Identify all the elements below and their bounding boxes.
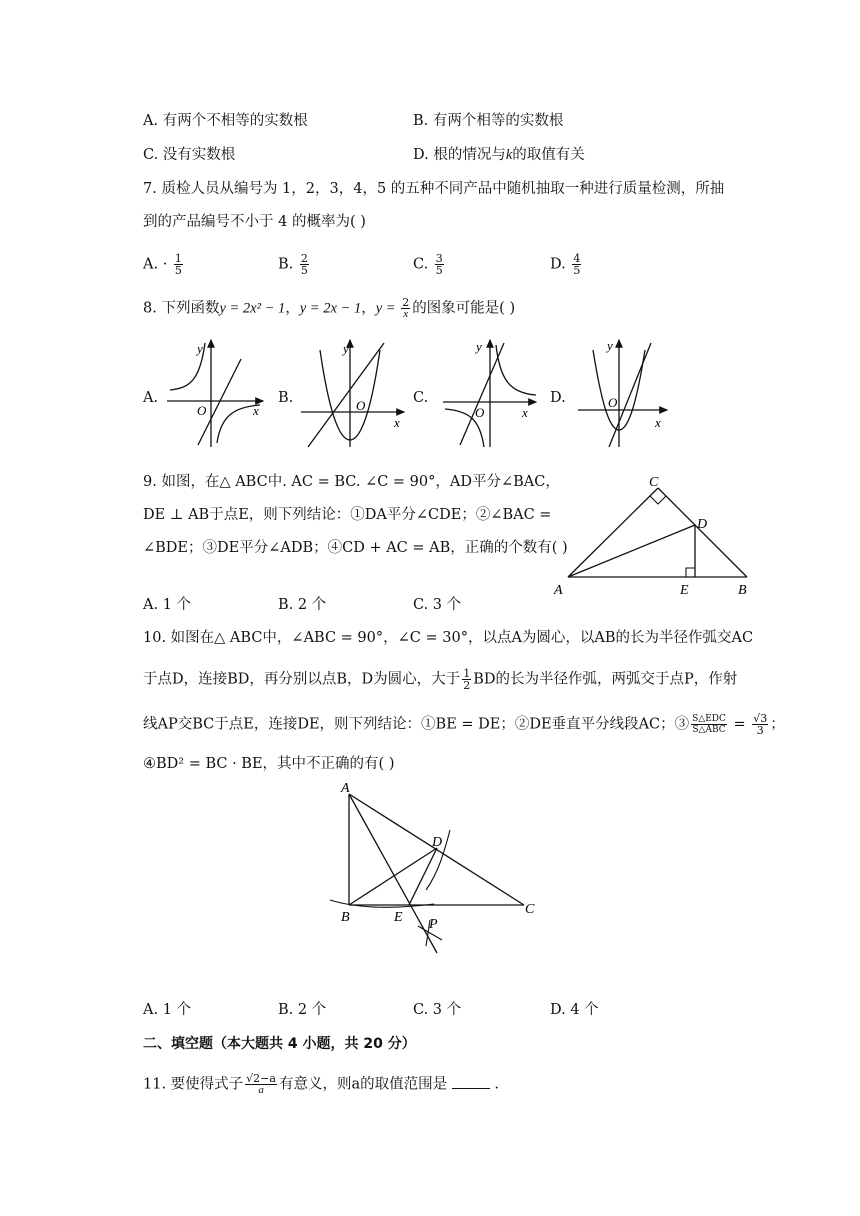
q8-label-a: A.	[143, 390, 159, 406]
q11-answer-blank[interactable]	[452, 1074, 490, 1089]
q10-label-a: A	[341, 781, 350, 796]
q6-option-b: B. 有两个相等的实数根	[413, 113, 564, 129]
q7-stem-line2: 到的产品编号不小于 4 的概率为( )	[143, 214, 366, 230]
q9-stem-line2: DE ⊥ AB于点E，则下列结论：①DA平分∠CDE；②∠BAC =	[143, 507, 552, 523]
q9-figure	[550, 470, 760, 600]
q8c-origin: O	[475, 405, 485, 420]
q10-stem-line2: 于点D，连接BD，再分别以点B，D为圆心，大于 $\frac{1}{2}$ BD的长为半径作弧，两弧交于点P，作射	[143, 667, 738, 692]
q8-label-d: D.	[550, 390, 566, 406]
q7-stem-line1: 7. 质检人员从编号为 1，2，3，4，5 的五种不同产品中随机抽取一种进行质量检测，所抽	[143, 181, 725, 197]
q9-label-b: B	[738, 583, 747, 598]
q9-stem-line1: 9. 如图，在△ ABC中. AC = BC. ∠C = 90°，AD平分∠BAC，	[143, 474, 560, 490]
q9-label-d: D	[697, 517, 708, 532]
q8-graph-d	[575, 335, 675, 450]
q8d-origin: O	[608, 395, 618, 410]
q6-option-d: D. 根的情况与k的取值有关	[413, 147, 585, 163]
q10-option-a: A. 1 个	[143, 1002, 192, 1018]
q8b-y-label: y	[343, 341, 349, 356]
q10-label-b: B	[341, 910, 350, 925]
q10-option-d: D. 4 个	[550, 1002, 599, 1018]
q8-label-c: C.	[413, 390, 429, 406]
q8d-x-label: x	[655, 415, 661, 430]
q8a-origin: O	[197, 403, 207, 418]
q10-stem-line4: ④BD² = BC · BE，其中不正确的有( )	[143, 756, 395, 772]
q10-stem-line1: 10. 如图在△ ABC中，∠ABC = 90°，∠C = 30°，以点A为圆心，以AB的长为半径作弧交AC	[143, 630, 754, 646]
q9-label-a: A	[554, 583, 563, 598]
q8-graph-a	[165, 335, 270, 450]
q10-figure	[322, 778, 552, 958]
q8-graph-c	[440, 335, 540, 450]
q8-graph-b	[298, 335, 408, 450]
q11-stem: 11. 要使得式子 $\frac{√2-a}{a}$ 有意义，则a的取值范围是 .	[143, 1072, 499, 1096]
q7-option-a: A. · $\frac{1}{5}$	[143, 252, 182, 277]
q10-label-c: C	[525, 902, 535, 917]
q9-label-c: C	[649, 475, 659, 490]
q6-option-a: A. 有两个不相等的实数根	[143, 113, 308, 129]
section2-title: 二、填空题（本大题共 4 小题，共 20 分）	[143, 1036, 416, 1052]
q10-option-c: C. 3 个	[413, 1002, 462, 1018]
q6-option-c: C. 没有实数根	[143, 147, 236, 163]
q8b-origin: O	[356, 398, 366, 413]
q10-label-e: E	[394, 910, 403, 925]
q8c-x-label: x	[522, 405, 528, 420]
q10-label-d: D	[432, 835, 443, 850]
q9-stem-line3: ∠BDE；③DE平分∠ADB；④CD + AC = AB，正确的个数有( )	[143, 540, 568, 556]
q9-option-b: B. 2 个	[278, 597, 327, 613]
q7-option-b: B. $\frac{2}{5}$	[278, 252, 308, 277]
q8a-x-label: x	[253, 403, 259, 418]
q8c-y-label: y	[476, 339, 482, 354]
q8-stem: 8. 下列函数y = 2x² − 1，y = 2x − 1，y = $\frac{2}{x}$ 的图象可能是( )	[143, 296, 516, 320]
q9-option-a: A. 1 个	[143, 597, 192, 613]
q8d-y-label: y	[607, 338, 613, 353]
q8a-y-label: y	[197, 341, 203, 356]
q10-label-p: P	[429, 917, 438, 932]
q8-label-b: B.	[278, 390, 294, 406]
q8b-x-label: x	[394, 415, 400, 430]
q9-option-c: C. 3 个	[413, 597, 462, 613]
q10-stem-line3: 线AP交BC于点E，连接DE，则下列结论：①BE = DE；②DE垂直平分线段AC；③ $\frac{\text{S△EDC}}{\text{S△ABC}}$ = $\frac{√3}{3}$ ；	[143, 712, 785, 737]
q9-label-e: E	[680, 583, 689, 598]
q7-option-c: C. $\frac{3}{5}$	[413, 252, 443, 277]
q10-option-b: B. 2 个	[278, 1002, 327, 1018]
q7-option-d: D. $\frac{4}{5}$	[550, 252, 581, 277]
